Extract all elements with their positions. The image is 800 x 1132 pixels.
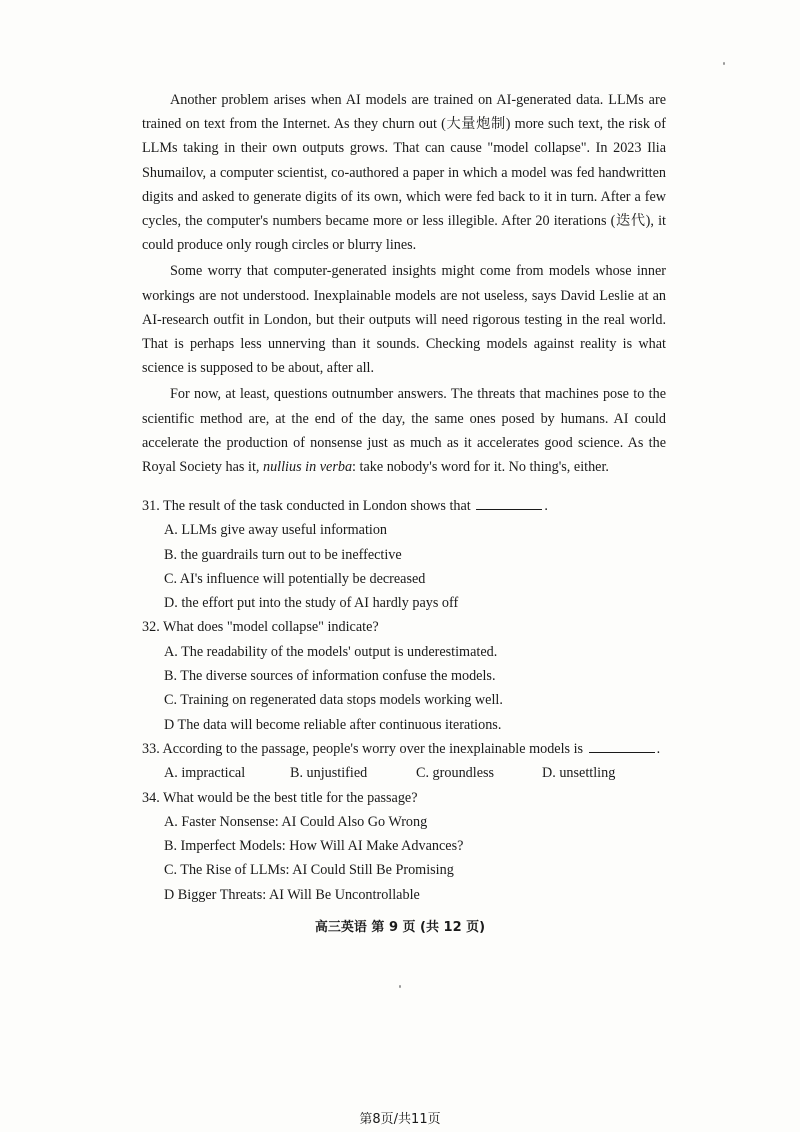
answer-blank bbox=[476, 495, 542, 510]
option-b: B. the guardrails turn out to be ineffective bbox=[164, 546, 402, 563]
option-d: D Bigger Threats: AI Will Be Uncontrollable bbox=[164, 886, 420, 903]
latin-motto: nullius in verba bbox=[262, 459, 353, 476]
passage-paragraph-3-text: For now, at least, questions outnumber answers. The threats that machines pose to the scientific method are, at the end of the day, the same ones posed by humans. AI could accelerate the production of nonsense just as much as it accelerates good science. As the Royal Society has it, bbox=[142, 386, 666, 476]
passage-paragraph-3 bbox=[142, 382, 666, 479]
option-row bbox=[142, 761, 672, 785]
question-stem-text: 31. The result of the task conducted in London shows that bbox=[142, 498, 471, 514]
question-32 bbox=[142, 615, 672, 736]
reading-passage bbox=[142, 88, 666, 481]
option-a: A. LLMs give away useful information bbox=[164, 522, 388, 539]
question-stem: 32. What does "model collapse" indicate? bbox=[142, 619, 379, 636]
question-34 bbox=[142, 786, 672, 907]
option-d: D. the effort put into the study of AI hardly pays off bbox=[164, 595, 459, 612]
passage-paragraph-2: Some worry that computer-generated insights might come from models whose inner workings are not understood. Inexplainable models are not useless, says David Leslie at an AI-research outfit in London, but their outputs will need rigorous testing in the real world. That is perhaps less unnerving than it sounds. Checking models against reality is what science is supposed to be about, after all. bbox=[142, 263, 666, 377]
passage-paragraph-1: Another problem arises when AI models are trained on AI-generated data. LLMs are trained on text from the Internet. As they churn out (大量炮制) more such text, the risk of LLMs taking in their own outputs grows. That can cause "model collapse". In 2023 Ilia Shumailov, a computer scientist, co-authored a paper in which a model was fed handwritten digits and asked to generate digits of its own, which were fed back to it in turn. After a few cycles, the computer's numbers became more or less illegible. After 20 iterations (迭代), it could produce only rough circles or blurry lines. bbox=[142, 92, 666, 254]
question-stem-text: 33. According to the passage, people's worry over the inexplainable models is bbox=[142, 740, 584, 757]
scan-speck bbox=[723, 62, 725, 65]
question-31 bbox=[142, 494, 672, 615]
option-c: C. groundless bbox=[416, 765, 495, 782]
question-stem-end: . bbox=[656, 740, 661, 757]
option-d: D The data will become reliable after continuous iterations. bbox=[164, 716, 502, 733]
passage-paragraph-3-end: : take nobody's word for it. No thing's, either. bbox=[352, 459, 609, 476]
option-a: A. Faster Nonsense: AI Could Also Go Wrong bbox=[164, 813, 428, 830]
option-b: B. The diverse sources of information confuse the models. bbox=[164, 668, 496, 685]
question-stem: 34. What would be the best title for the passage? bbox=[142, 789, 418, 806]
question-stem-end: . bbox=[544, 498, 548, 514]
page-indicator: 第8页/共11页 bbox=[359, 1112, 441, 1127]
question-stem bbox=[142, 737, 672, 761]
option-a: A. The readability of the models' output is underestimated. bbox=[164, 643, 498, 660]
option-c: C. The Rise of LLMs: AI Could Still Be Promising bbox=[164, 862, 454, 879]
question-33 bbox=[142, 737, 672, 786]
question-stem bbox=[142, 494, 672, 518]
option-b: B. Imperfect Models: How Will AI Make Advances? bbox=[164, 838, 464, 855]
option-d: D. unsettling bbox=[542, 765, 616, 782]
option-c: C. Training on regenerated data stops models working well. bbox=[164, 692, 503, 709]
answer-blank bbox=[589, 738, 655, 753]
option-b: B. unjustified bbox=[290, 765, 368, 782]
option-c: C. AI's influence will potentially be decreased bbox=[164, 570, 426, 587]
scan-speck bbox=[399, 985, 401, 988]
page-footer: 高三英语 第 9 页 (共 12 页) bbox=[314, 920, 486, 935]
question-list bbox=[142, 494, 672, 907]
option-a: A. impractical bbox=[164, 765, 246, 782]
